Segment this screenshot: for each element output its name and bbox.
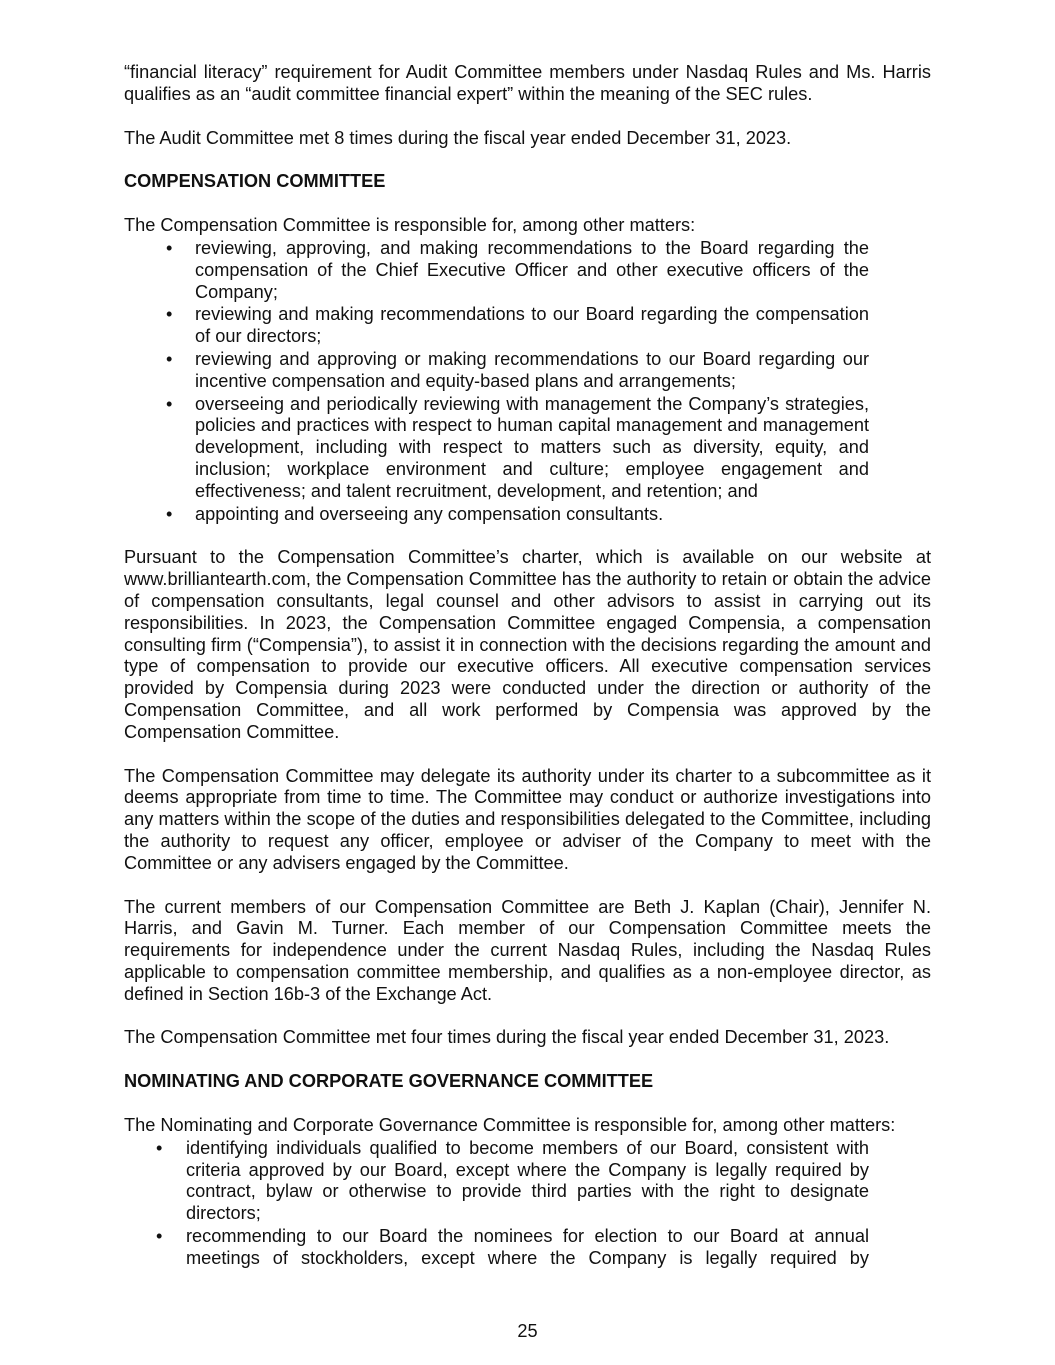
bullet-icon: • — [166, 237, 173, 258]
compensation-responsibilities-list — [124, 238, 931, 525]
bullet-icon: • — [166, 304, 173, 325]
compensation-lead-paragraph: The Compensation Committee is responsible for, among other matters: — [124, 215, 696, 236]
list-item: • identifying individuals qualified to become members of our Board, consistent with criteria approved by our Board, except where the Company is legally required by contract, bylaw or otherwise to provide third parties with the right to designate directors; — [156, 1137, 869, 1224]
nominating-committee-heading: NOMINATING AND CORPORATE GOVERNANCE COMMITTEE — [124, 1071, 654, 1092]
list-item: • reviewing, approving, and making recommendations to the Board regarding the compensation of the Chief Executive Officer and other executive officers of the Company; — [166, 237, 869, 302]
list-item: • reviewing and making recommendations to our Board regarding the compensation of our directors; — [166, 304, 869, 347]
compensation-charter-paragraph: Pursuant to the Compensation Committee’s charter, which is available on our website at www.brilliantearth.com, the Compensation Committee has the authority to retain or obtain the advice of compensation consultants, legal counsel and other advisors to assist in carrying out its responsibilities. In 2023, the Compensation Committee engaged Compensia, a compensation consulting firm (“Compensia”), to assist it in connection with the decisions regarding the amount and type of compensation to provide our executive officers. All executive compensation services provided by Compensia during 2023 were conducted under the direction or authority of the Compensation Committee, and all work performed by Compensia was approved by the Compensation Committee. — [124, 547, 931, 742]
intro-paragraph: “financial literacy” requirement for Audit Committee members under Nasdaq Rules and Ms. Harris qualifies as an “audit committee financial expert” within the meaning of the SEC rules. — [124, 62, 931, 104]
audit-meetings-paragraph: The Audit Committee met 8 times during the fiscal year ended December 31, 2023. — [124, 127, 792, 148]
compensation-delegation-paragraph: The Compensation Committee may delegate its authority under its charter to a subcommittee as it deems appropriate from time to time. The Committee may conduct or authorize investigations into any matters within the scope of the duties and responsibilities delegated to the Committee, including the authority to request any officer, employee or adviser of the Company to meet with the Committee or any advisers engaged by the Committee. — [124, 765, 931, 873]
bullet-icon: • — [156, 1137, 163, 1158]
bullet-icon: • — [166, 348, 173, 369]
nominating-responsibilities-list — [124, 1138, 931, 1270]
bullet-icon: • — [166, 393, 173, 414]
bullet-icon: • — [166, 503, 173, 524]
compensation-meetings-paragraph: The Compensation Committee met four times during the fiscal year ended December 31, 2023. — [124, 1027, 890, 1048]
list-item: • appointing and overseeing any compensation consultants. — [166, 503, 664, 524]
document-page — [124, 62, 931, 1270]
page-number: 25 — [517, 1321, 538, 1341]
nominating-lead-paragraph: The Nominating and Corporate Governance Committee is responsible for, among other matters: — [124, 1115, 896, 1136]
compensation-committee-heading: COMPENSATION COMMITTEE — [124, 171, 386, 192]
bullet-icon: • — [156, 1226, 163, 1247]
compensation-members-paragraph: The current members of our Compensation Committee are Beth J. Kaplan (Chair), Jennifer N. Harris, and Gavin M. Turner. Each member of our Compensation Committee meets the requirements for independence under the current Nasdaq Rules, including the Nasdaq Rules applicable to compensation committee membership, and qualifies as a non-employee director, as defined in Section 16b-3 of the Exchange Act. — [124, 896, 931, 1004]
list-item: • overseeing and periodically reviewing with management the Company’s strategies, policies and practices with respect to human capital management and management development, including with respect to matters such as diversity, equity, and inclusion; workplace environment and culture; employee engagement and effectiveness; and talent recruitment, development, and retention; and — [166, 393, 869, 501]
list-item: • reviewing and approving or making recommendations to our Board regarding our incentive compensation and equity-based plans and arrangements; — [166, 348, 869, 391]
list-item: • recommending to our Board the nominees for election to our Board at annual meetings of stockholders, except where the Company is legally required by — [156, 1226, 869, 1268]
